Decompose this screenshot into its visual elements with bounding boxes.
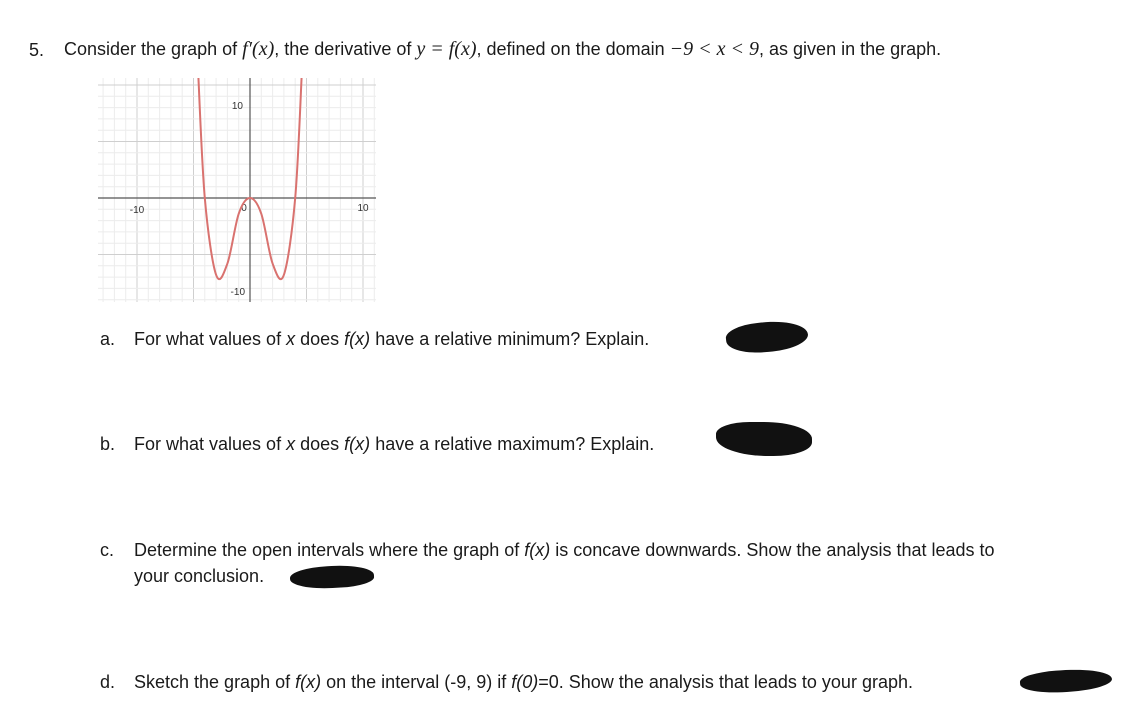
y-equals-fx-expression: y = f(x) xyxy=(416,38,477,60)
redaction-mark-a xyxy=(725,318,810,356)
part-d-f0: f(0) xyxy=(511,672,539,692)
part-c-fx: f(x) xyxy=(524,540,551,560)
tick-label-y-neg10: -10 xyxy=(230,287,245,298)
part-b-t1: For what values of xyxy=(134,434,282,454)
question-text xyxy=(64,38,941,61)
domain-expression: −9 < x < 9 xyxy=(669,38,760,60)
part-b-letter: b. xyxy=(100,434,116,454)
tick-label-origin: 0 xyxy=(241,203,247,214)
tick-label-x-neg10: -10 xyxy=(129,205,145,216)
part-d-fx: f(x) xyxy=(295,672,322,692)
part-a-t2: does xyxy=(300,329,340,349)
question-intro-4: , as given in the graph. xyxy=(759,39,942,59)
part-a-x: x xyxy=(286,329,296,349)
redaction-mark-d xyxy=(1019,667,1112,695)
question-intro-3: , defined on the domain xyxy=(476,39,665,59)
part-b-t3: have a relative maximum? Explain. xyxy=(375,434,655,454)
part-d-t2: on the interval (-9, 9) if xyxy=(326,672,507,692)
part-c-letter: c. xyxy=(100,540,115,560)
part-b-x: x xyxy=(286,434,296,454)
part-d-letter: d. xyxy=(100,672,116,692)
part-a-t3: have a relative minimum? Explain. xyxy=(375,329,650,349)
fprime-expression: f′(x) xyxy=(242,38,275,60)
redaction-mark-b xyxy=(716,422,812,456)
derivative-graph xyxy=(98,78,376,302)
question-intro-2: , the derivative of xyxy=(274,39,412,59)
part-a-text xyxy=(134,329,649,350)
tick-label-x-pos10: 10 xyxy=(357,203,369,214)
part-b-text xyxy=(134,434,654,455)
part-b-t2: does xyxy=(300,434,340,454)
part-d-text xyxy=(134,672,913,693)
question-intro-1: Consider the graph of xyxy=(64,39,238,59)
question-number: 5. xyxy=(29,40,45,60)
part-d-t1: Sketch the graph of xyxy=(134,672,291,692)
part-c-t1: Determine the open intervals where the graph of xyxy=(134,540,520,560)
part-c-text-line2: your conclusion. xyxy=(134,566,265,586)
part-d-t3: =0. Show the analysis that leads to your graph. xyxy=(538,672,913,692)
tick-label-y-pos10: 10 xyxy=(231,101,243,112)
part-a-fx: f(x) xyxy=(344,329,371,349)
part-a-t1: For what values of xyxy=(134,329,282,349)
part-a-letter: a. xyxy=(100,329,116,349)
redaction-mark-c xyxy=(289,564,374,590)
part-b-fx: f(x) xyxy=(344,434,371,454)
part-c-t2: is concave downwards. Show the analysis that leads to xyxy=(555,540,995,560)
part-c-text-line1 xyxy=(134,540,995,561)
